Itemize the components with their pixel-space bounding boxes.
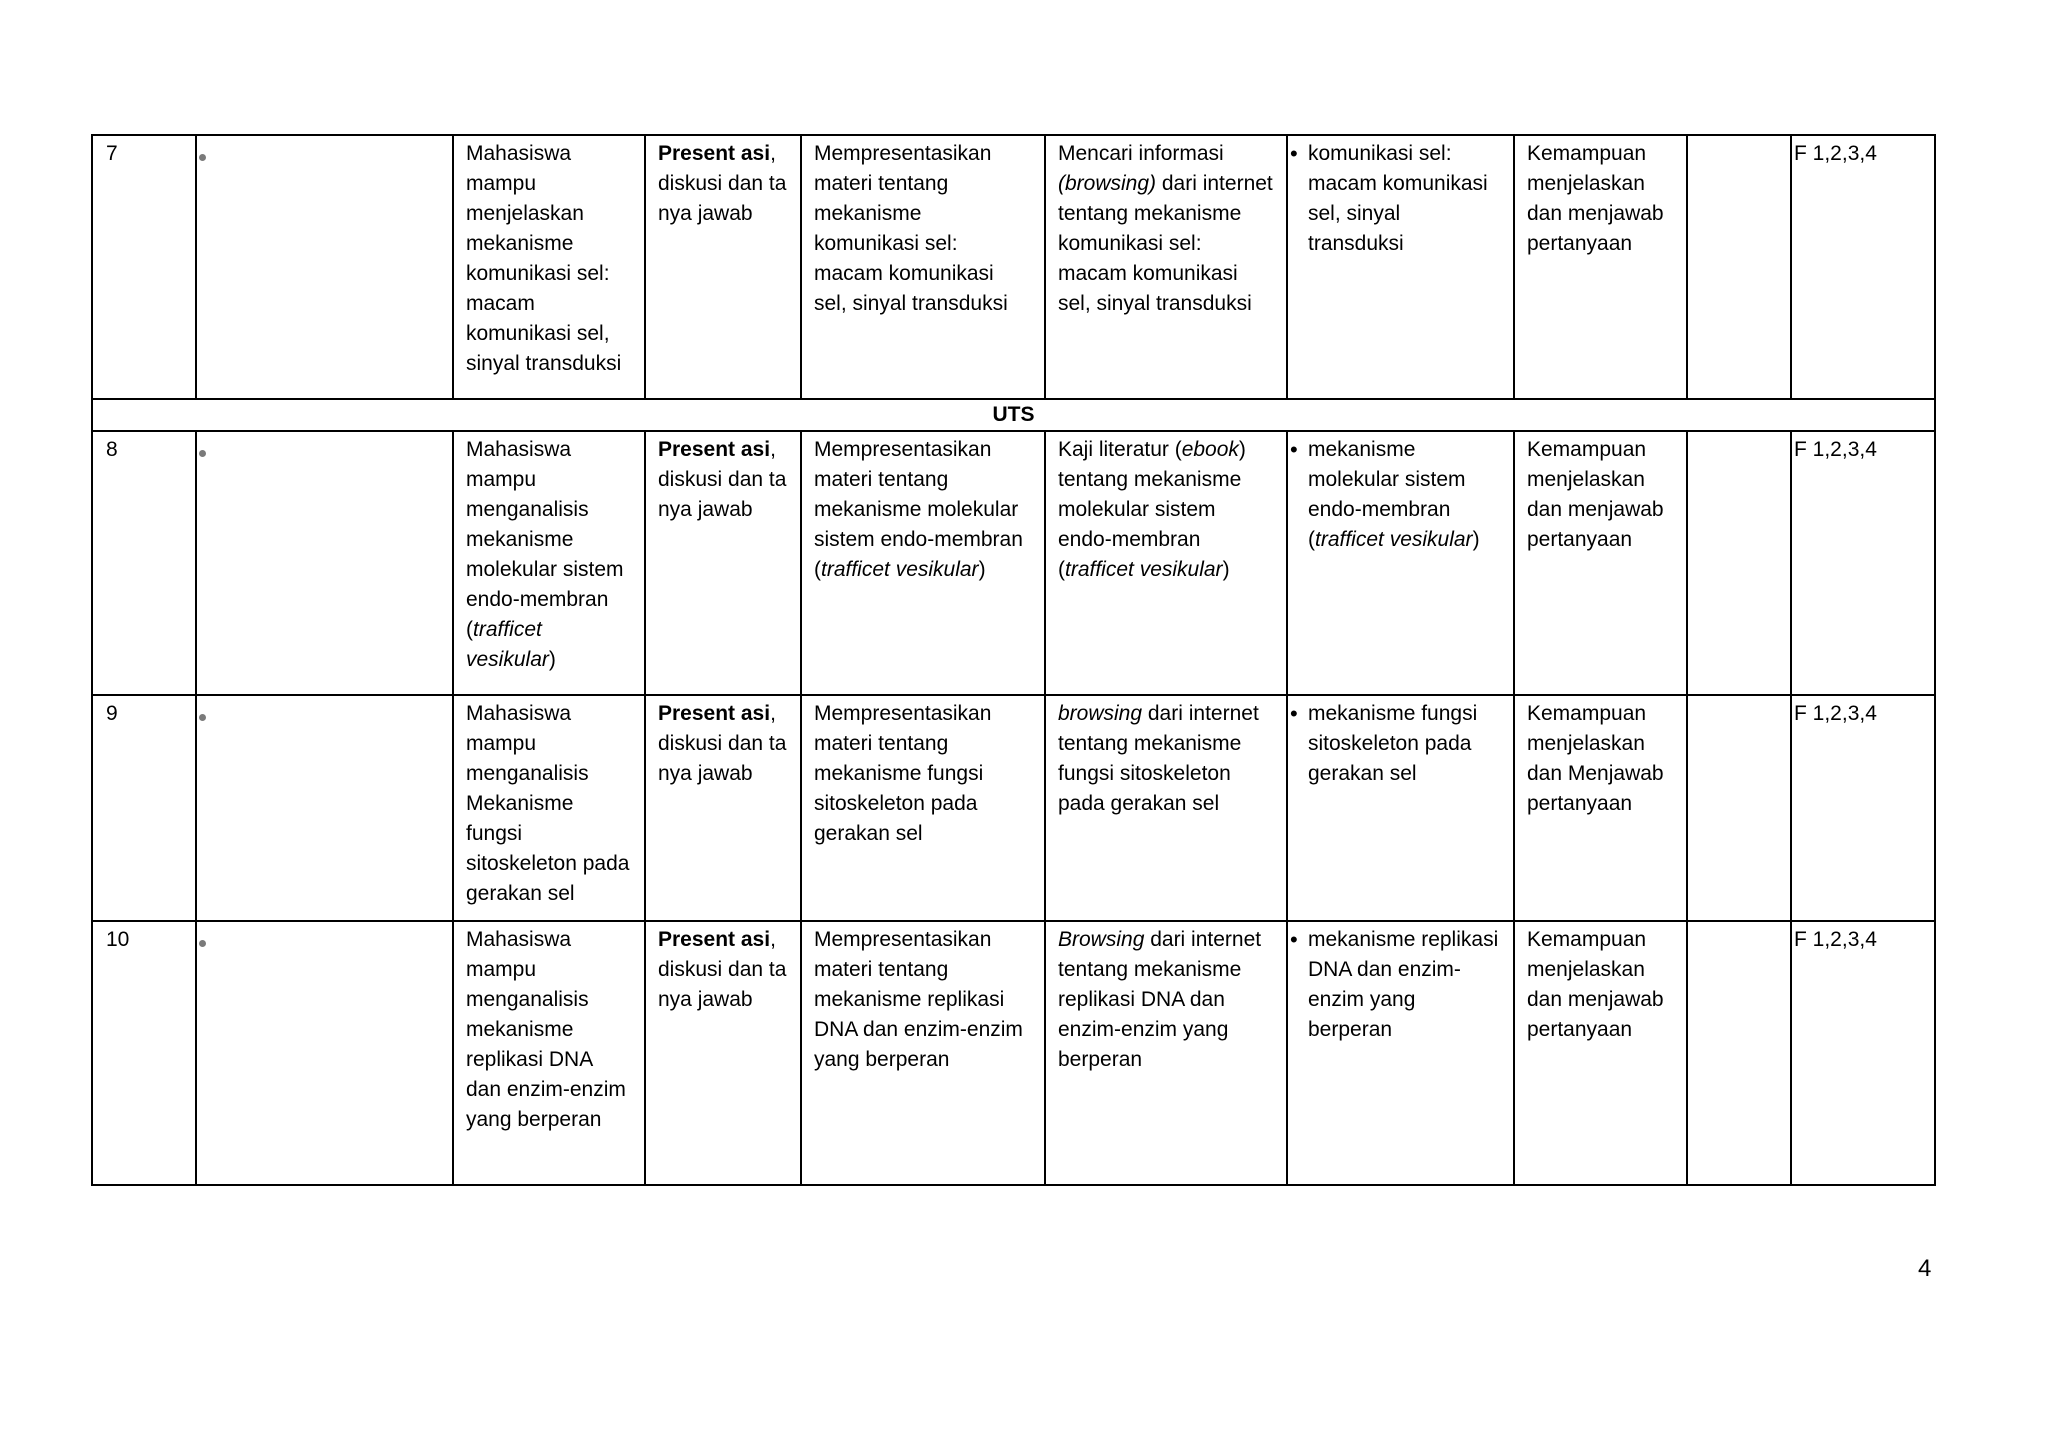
material-cell	[1287, 695, 1514, 921]
empty-cell	[196, 921, 453, 1185]
ability-cell: Mahasiswa mampu menjelaskan mekanisme komunikasi sel: macam komunikasi sel, sinyal transduksi	[453, 135, 645, 399]
empty-cell	[1687, 695, 1791, 921]
task-italic: ebook	[1181, 438, 1239, 461]
task-cell	[1045, 921, 1287, 1185]
week-number: 8	[92, 431, 196, 695]
activity-cell: Mempresentasikan materi tentang mekanisme replikasi DNA dan enzim-enzim yang berperan	[801, 921, 1045, 1185]
task-text-post: dari internet tentang mekanisme replikasi DNA dan enzim-enzim yang berperan	[1058, 928, 1262, 1071]
bullet-icon: •	[1290, 701, 1298, 726]
task-text-post: dari internet tentang mekanisme fungsi sitoskeleton pada gerakan sel	[1058, 702, 1259, 815]
method-bold: Present asi	[658, 438, 771, 461]
activity-text: Mempresentasikan materi tentang mekanisme molekular sistem endo-membran (	[814, 438, 1023, 581]
material-text: komunikasi sel: macam komunikasi sel, sinyal transduksi	[1308, 142, 1488, 255]
table-row	[92, 135, 1935, 399]
table-row	[92, 695, 1935, 921]
week-number: 9	[92, 695, 196, 921]
empty-cell	[196, 695, 453, 921]
task-italic-2: trafficet vesikular	[1065, 558, 1223, 581]
method-rest: , diskusi dan tanya jawab	[658, 142, 787, 225]
task-cell	[1045, 135, 1287, 399]
task-cell	[1045, 695, 1287, 921]
bullet-dot-icon	[199, 154, 206, 161]
task-text-post: dari internet tentang mekanisme komunikasi sel: macam komunikasi sel, sinyal transduksi	[1058, 172, 1273, 315]
ability-text-post: )	[548, 648, 556, 671]
reference-cell: F 1,2,3,4	[1791, 921, 1935, 1185]
material-text-post: )	[1472, 528, 1480, 551]
indicator-cell: Kemampuan menjelaskan dan menjawab pertanyaan	[1514, 921, 1687, 1185]
task-text: Mencari informasi	[1058, 142, 1224, 165]
method-rest: , diskusi dan tanya jawab	[658, 438, 787, 521]
activity-text-post: )	[978, 558, 986, 581]
empty-cell	[1687, 431, 1791, 695]
empty-cell	[1687, 921, 1791, 1185]
method-bold: Present asi	[658, 928, 771, 951]
empty-cell	[196, 135, 453, 399]
method-bold: Present asi	[658, 142, 771, 165]
activity-cell: Mempresentasikan materi tentang mekanisme komunikasi sel: macam komunikasi sel, sinyal transduksi	[801, 135, 1045, 399]
activity-italic: trafficet vesikular	[821, 558, 979, 581]
method-cell	[645, 135, 801, 399]
bullet-icon: •	[1290, 141, 1298, 166]
material-cell	[1287, 135, 1514, 399]
task-italic: (browsing)	[1058, 172, 1157, 195]
bullet-dot-icon	[199, 714, 206, 721]
ability-italic: trafficet vesikular	[466, 618, 549, 671]
activity-cell: Mempresentasikan materi tentang mekanisme fungsi sitoskeleton pada gerakan sel	[801, 695, 1045, 921]
reference-cell: F 1,2,3,4	[1791, 695, 1935, 921]
table-row	[92, 921, 1935, 1185]
method-cell	[645, 921, 801, 1185]
indicator-cell: Kemampuan menjelaskan dan Menjawab pertanyaan	[1514, 695, 1687, 921]
indicator-cell: Kemampuan menjelaskan dan menjawab pertanyaan	[1514, 431, 1687, 695]
empty-cell	[196, 431, 453, 695]
indicator-cell: Kemampuan menjelaskan dan menjawab pertanyaan	[1514, 135, 1687, 399]
section-row	[92, 399, 1935, 431]
task-cell	[1045, 431, 1287, 695]
material-cell	[1287, 921, 1514, 1185]
week-number: 10	[92, 921, 196, 1185]
table-row	[92, 431, 1935, 695]
method-rest: , diskusi dan tanya jawab	[658, 928, 787, 1011]
bullet-dot-icon	[199, 450, 206, 457]
material-text: mekanisme fungsi sitoskeleton pada gerakan sel	[1308, 702, 1478, 785]
activity-cell	[801, 431, 1045, 695]
bullet-dot-icon	[199, 940, 206, 947]
bullet-icon: •	[1290, 927, 1298, 952]
reference-cell: F 1,2,3,4	[1791, 135, 1935, 399]
material-text: mekanisme replikasi DNA dan enzim-enzim yang berperan	[1308, 928, 1499, 1041]
method-cell	[645, 695, 801, 921]
task-text: Kaji literatur (	[1058, 438, 1182, 461]
method-rest: , diskusi dan tanya jawab	[658, 702, 787, 785]
empty-cell	[1687, 135, 1791, 399]
reference-cell: F 1,2,3,4	[1791, 431, 1935, 695]
section-label: UTS	[92, 399, 1935, 431]
ability-cell	[453, 431, 645, 695]
method-bold: Present asi	[658, 702, 771, 725]
material-italic: trafficet vesikular	[1315, 528, 1473, 551]
week-number: 7	[92, 135, 196, 399]
bullet-icon: •	[1290, 437, 1298, 462]
material-text: mekanisme molekular sistem endo-membran (	[1308, 438, 1466, 551]
task-italic: browsing	[1058, 702, 1143, 725]
ability-cell: Mahasiswa mampu menganalisis mekanisme replikasi DNA dan enzim-enzim yang berperan	[453, 921, 645, 1185]
page-number: 4	[1918, 1255, 1932, 1282]
ability-text: Mahasiswa mampu menganalisis mekanisme molekular sistem endo-membran (	[466, 438, 624, 641]
method-cell	[645, 431, 801, 695]
lesson-plan-table	[91, 134, 1936, 1186]
task-text-post: )	[1222, 558, 1230, 581]
task-italic: Browsing	[1058, 928, 1145, 951]
ability-cell: Mahasiswa mampu menganalisis Mekanisme fungsi sitoskeleton pada gerakan sel	[453, 695, 645, 921]
material-cell	[1287, 431, 1514, 695]
task-text-mid: ) tentang mekanisme molekular sistem endo-membran (	[1058, 438, 1246, 581]
